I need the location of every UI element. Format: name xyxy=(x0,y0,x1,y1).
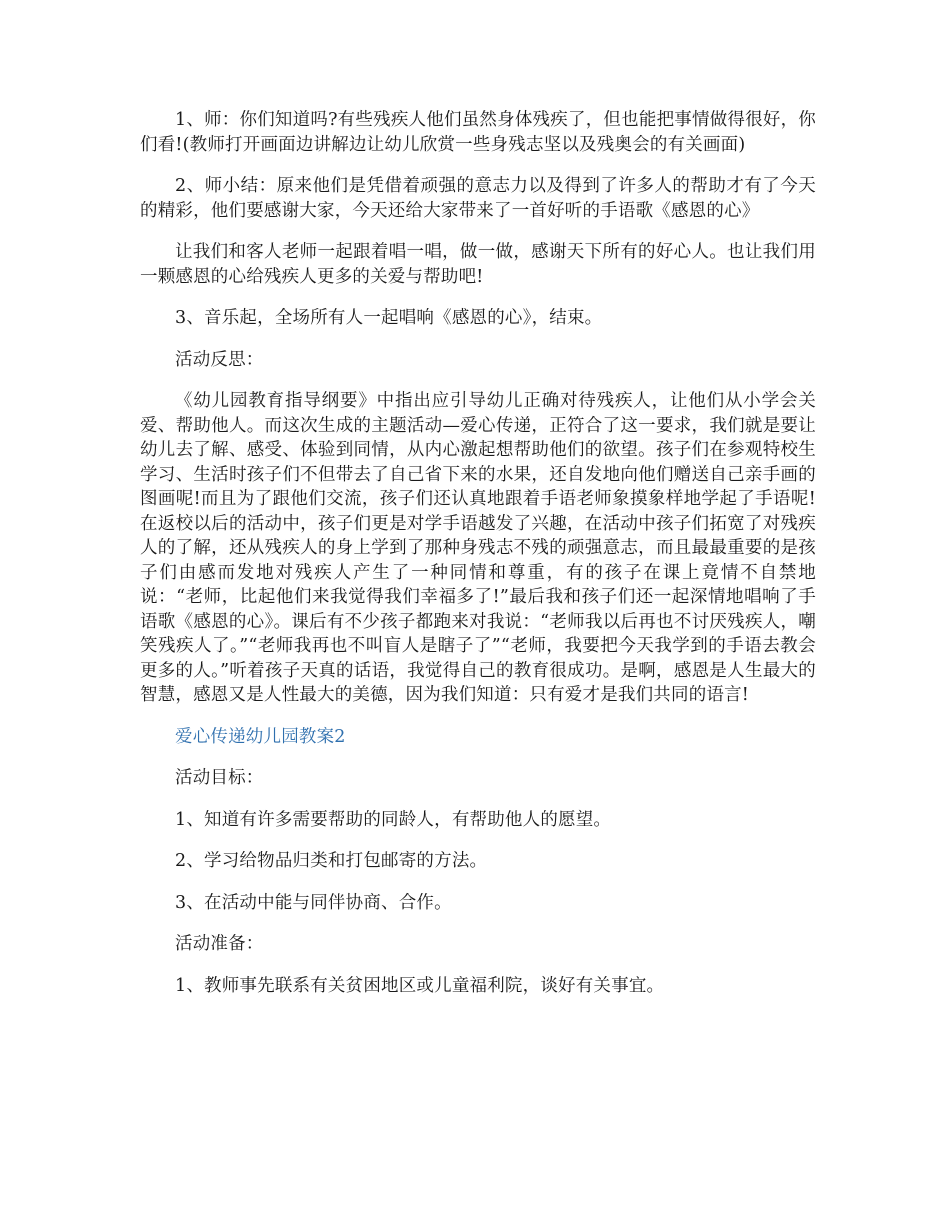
paragraph: 2、师小结：原来他们是凭借着顽强的意志力以及得到了许多人的帮助才有了今天的精彩，他们要感谢大家，今天还给大家带来了一首好听的手语歌《感恩的心》 xyxy=(140,176,816,221)
list-item: 2、学习给物品归类和打包邮寄的方法。 xyxy=(175,851,488,871)
list-item: 1、教师事先联系有关贫困地区或儿童福利院，谈好有关事宜。 xyxy=(175,975,665,996)
document-page xyxy=(140,108,816,1015)
paragraph-label-reflection: 活动反思： xyxy=(175,349,264,370)
paragraph: 3、音乐起，全场所有人一起唱响《感恩的心》，结束。 xyxy=(175,308,603,328)
paragraph-reflection: 《幼儿园教育指导纲要》中指出应引导幼儿正确对待残疾人，让他们从小学会关爱、帮助他人。而这次生成的主题活动—爱心传递，正符合了这一要求，我们就是要让幼儿去了解、感受、体验到同情，从内心激起想帮助他们的欲望。孩子们在参观特校生学习、生活时孩子们不但带去了自己省下来的水果，还自发地向他们赠送自己亲手画的图画呢!而且为了跟他们交流，孩子们还认真地跟着手语老师象摸象样地学起了手语呢!在返校以后的活动中，孩子们更是对学手语越发了兴趣，在活动中孩子们拓宽了对残疾人的了解，还从残疾人的身上学到了那种身残志不残的顽强意志，而且最最重要的是孩子们由感而发地对残疾人产生了一种同情和尊重，有的孩子在课上竟情不自禁地说：“老师，比起他们来我觉得我们幸福多了!”最后我和孩子们还一起深情地唱响了手语歌《感恩的心》。课后有不少孩子都跑来对我说：“老师我以后再也不讨厌残疾人，嘲笑残疾人了。”“老师我再也不叫盲人是瞎子了”“老师，我要把今天我学到的手语去教会更多的人。”听着孩子天真的话语，我觉得自己的教育很成功。是啊，感恩是人生最大的智慧，感恩又是人性最大的美德，因为我们知道：只有爱才是我们共同的语言! xyxy=(140,391,816,705)
section-heading: 爱心传递幼儿园教案2 xyxy=(175,726,346,747)
list-item: 3、在活动中能与同伴协商、合作。 xyxy=(175,892,452,913)
paragraph-label-preparation: 活动准备： xyxy=(175,934,264,954)
list-item: 1、知道有许多需要帮助的同龄人，有帮助他人的愿望。 xyxy=(175,809,612,830)
paragraph: 1、师：你们知道吗?有些残疾人他们虽然身体残疾了，但也能把事情做得很好，你们看!(教师打开画面边讲解边让幼儿欣赏一些身残志坚以及残奥会的有关画面) xyxy=(140,110,816,155)
paragraph-label-goals: 活动目标： xyxy=(175,768,264,788)
paragraph: 让我们和客人老师一起跟着唱一唱，做一做，感谢天下所有的好心人。也让我们用一颗感恩的心给残疾人更多的关爱与帮助吧! xyxy=(140,242,816,287)
